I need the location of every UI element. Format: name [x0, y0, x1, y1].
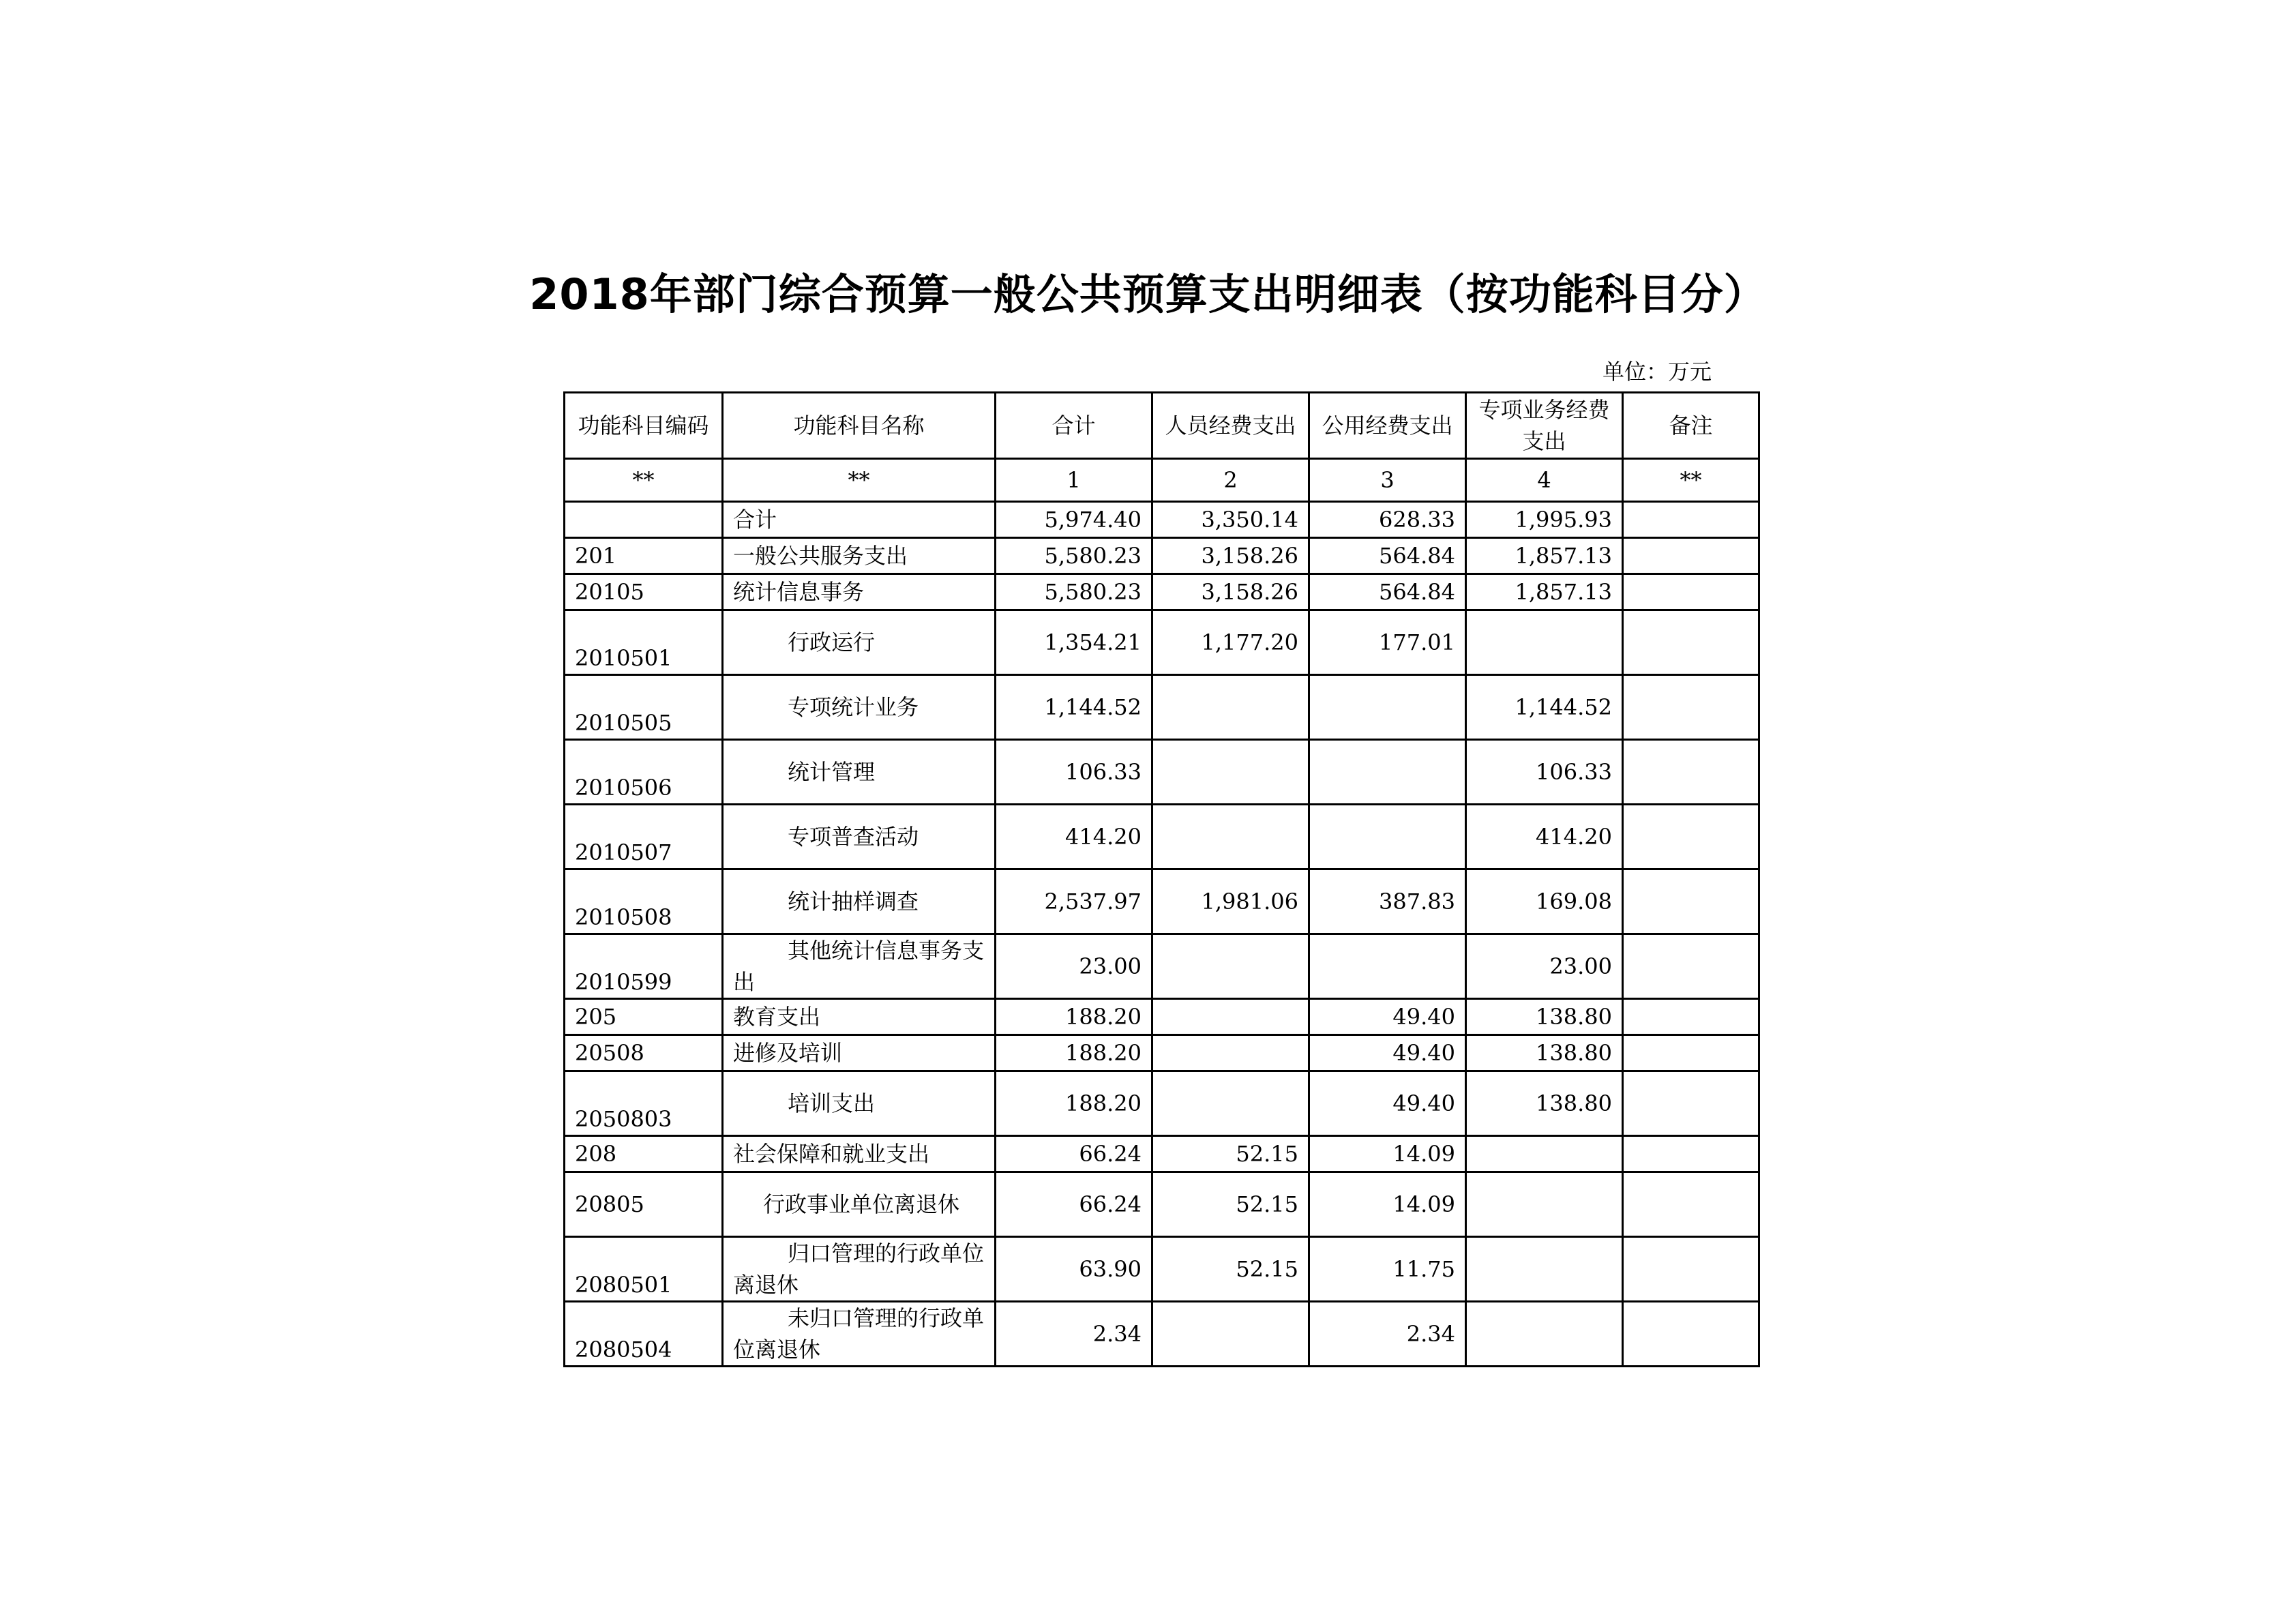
code-cell: 20805 — [565, 1172, 723, 1237]
table-row — [565, 1035, 1759, 1071]
personnel-cell: 1,981.06 — [1152, 869, 1309, 934]
table-row — [565, 610, 1759, 675]
special-cell: 1,144.52 — [1466, 675, 1623, 740]
index-cell: 3 — [1309, 459, 1466, 502]
name-cell: 进修及培训 — [723, 1035, 996, 1071]
personnel-cell — [1152, 1302, 1309, 1367]
personnel-cell: 52.15 — [1152, 1172, 1309, 1237]
public-cell — [1309, 934, 1466, 999]
code-cell: 2010505 — [565, 675, 723, 740]
personnel-cell: 3,158.26 — [1152, 574, 1309, 610]
total-cell: 5,580.23 — [996, 538, 1152, 574]
total-cell: 188.20 — [996, 1071, 1152, 1136]
code-cell: 2010506 — [565, 740, 723, 805]
index-cell: 4 — [1466, 459, 1623, 502]
page-title: 2018年部门综合预算一般公共预算支出明细表（按功能科目分） — [529, 269, 1767, 319]
special-cell — [1466, 610, 1623, 675]
code-cell: 20105 — [565, 574, 723, 610]
public-cell — [1309, 740, 1466, 805]
name-cell: 专项普查活动 — [723, 805, 996, 869]
column-header: 专项业务经费支出 — [1466, 393, 1623, 459]
special-cell — [1466, 1172, 1623, 1237]
public-cell: 564.84 — [1309, 538, 1466, 574]
name-cell: 合计 — [723, 502, 996, 538]
index-cell: ** — [1623, 459, 1759, 502]
public-cell: 49.40 — [1309, 1035, 1466, 1071]
personnel-cell: 3,158.26 — [1152, 538, 1309, 574]
total-cell: 23.00 — [996, 934, 1152, 999]
table-row — [565, 869, 1759, 934]
personnel-cell — [1152, 805, 1309, 869]
public-cell — [1309, 675, 1466, 740]
public-cell — [1309, 805, 1466, 869]
note-cell — [1623, 675, 1759, 740]
public-cell: 2.34 — [1309, 1302, 1466, 1367]
public-cell: 49.40 — [1309, 999, 1466, 1035]
special-cell: 414.20 — [1466, 805, 1623, 869]
column-header: 公用经费支出 — [1309, 393, 1466, 459]
public-cell: 14.09 — [1309, 1136, 1466, 1172]
personnel-cell: 52.15 — [1152, 1136, 1309, 1172]
total-cell: 66.24 — [996, 1172, 1152, 1237]
code-cell: 2080501 — [565, 1237, 723, 1302]
unit-label: 单位：万元 — [1602, 359, 1712, 385]
code-cell: 2010501 — [565, 610, 723, 675]
public-cell: 564.84 — [1309, 574, 1466, 610]
name-cell: 统计信息事务 — [723, 574, 996, 610]
special-cell: 23.00 — [1466, 934, 1623, 999]
code-cell: 205 — [565, 999, 723, 1035]
note-cell — [1623, 610, 1759, 675]
table-row — [565, 1302, 1759, 1367]
column-header: 备注 — [1623, 393, 1759, 459]
budget-table — [563, 391, 1760, 1367]
special-cell: 169.08 — [1466, 869, 1623, 934]
code-cell: 2010507 — [565, 805, 723, 869]
note-cell — [1623, 1136, 1759, 1172]
code-cell: 2080504 — [565, 1302, 723, 1367]
index-row — [565, 459, 1759, 502]
table-row — [565, 934, 1759, 999]
note-cell — [1623, 538, 1759, 574]
code-cell: 2010599 — [565, 934, 723, 999]
name-cell: 社会保障和就业支出 — [723, 1136, 996, 1172]
special-cell: 138.80 — [1466, 1035, 1623, 1071]
public-cell: 177.01 — [1309, 610, 1466, 675]
table-row — [565, 1237, 1759, 1302]
table-header-row — [565, 393, 1759, 459]
table-row — [565, 740, 1759, 805]
table-row — [565, 538, 1759, 574]
table-row — [565, 805, 1759, 869]
note-cell — [1623, 502, 1759, 538]
personnel-cell — [1152, 1035, 1309, 1071]
total-cell: 188.20 — [996, 1035, 1152, 1071]
name-cell: 统计管理 — [723, 740, 996, 805]
name-cell: 行政事业单位离退休 — [723, 1172, 996, 1237]
index-cell: ** — [723, 459, 996, 502]
special-cell: 138.80 — [1466, 1071, 1623, 1136]
table-row — [565, 1071, 1759, 1136]
table-row — [565, 574, 1759, 610]
personnel-cell — [1152, 740, 1309, 805]
public-cell: 49.40 — [1309, 1071, 1466, 1136]
personnel-cell: 52.15 — [1152, 1237, 1309, 1302]
special-cell: 1,857.13 — [1466, 538, 1623, 574]
index-cell: ** — [565, 459, 723, 502]
note-cell — [1623, 574, 1759, 610]
note-cell — [1623, 999, 1759, 1035]
table-row — [565, 675, 1759, 740]
personnel-cell: 1,177.20 — [1152, 610, 1309, 675]
column-header: 合计 — [996, 393, 1152, 459]
column-header: 功能科目名称 — [723, 393, 996, 459]
total-cell: 1,354.21 — [996, 610, 1152, 675]
column-header: 功能科目编码 — [565, 393, 723, 459]
personnel-cell — [1152, 934, 1309, 999]
name-cell: 归口管理的行政单位离退休 — [723, 1237, 996, 1302]
total-cell: 1,144.52 — [996, 675, 1152, 740]
note-cell — [1623, 869, 1759, 934]
name-cell: 行政运行 — [723, 610, 996, 675]
note-cell — [1623, 934, 1759, 999]
table-row — [565, 1172, 1759, 1237]
name-cell: 培训支出 — [723, 1071, 996, 1136]
total-cell: 188.20 — [996, 999, 1152, 1035]
note-cell — [1623, 1172, 1759, 1237]
name-cell: 一般公共服务支出 — [723, 538, 996, 574]
special-cell: 1,857.13 — [1466, 574, 1623, 610]
public-cell: 628.33 — [1309, 502, 1466, 538]
personnel-cell — [1152, 675, 1309, 740]
code-cell — [565, 502, 723, 538]
name-cell: 专项统计业务 — [723, 675, 996, 740]
code-cell: 208 — [565, 1136, 723, 1172]
public-cell: 11.75 — [1309, 1237, 1466, 1302]
code-cell: 2010508 — [565, 869, 723, 934]
note-cell — [1623, 805, 1759, 869]
code-cell: 2050803 — [565, 1071, 723, 1136]
personnel-cell — [1152, 999, 1309, 1035]
name-cell: 教育支出 — [723, 999, 996, 1035]
total-cell: 106.33 — [996, 740, 1152, 805]
total-cell: 63.90 — [996, 1237, 1152, 1302]
note-cell — [1623, 1035, 1759, 1071]
special-cell — [1466, 1302, 1623, 1367]
public-cell: 387.83 — [1309, 869, 1466, 934]
total-cell: 2,537.97 — [996, 869, 1152, 934]
total-cell: 66.24 — [996, 1136, 1152, 1172]
name-cell: 未归口管理的行政单位离退休 — [723, 1302, 996, 1367]
table-row — [565, 502, 1759, 538]
table-row — [565, 999, 1759, 1035]
table-row — [565, 1136, 1759, 1172]
special-cell: 1,995.93 — [1466, 502, 1623, 538]
total-cell: 414.20 — [996, 805, 1152, 869]
special-cell: 138.80 — [1466, 999, 1623, 1035]
personnel-cell: 3,350.14 — [1152, 502, 1309, 538]
note-cell — [1623, 1237, 1759, 1302]
index-cell: 2 — [1152, 459, 1309, 502]
public-cell: 14.09 — [1309, 1172, 1466, 1237]
total-cell: 5,974.40 — [996, 502, 1152, 538]
personnel-cell — [1152, 1071, 1309, 1136]
total-cell: 2.34 — [996, 1302, 1152, 1367]
special-cell: 106.33 — [1466, 740, 1623, 805]
special-cell — [1466, 1136, 1623, 1172]
code-cell: 201 — [565, 538, 723, 574]
total-cell: 5,580.23 — [996, 574, 1152, 610]
note-cell — [1623, 740, 1759, 805]
special-cell — [1466, 1237, 1623, 1302]
note-cell — [1623, 1071, 1759, 1136]
name-cell: 统计抽样调查 — [723, 869, 996, 934]
index-cell: 1 — [996, 459, 1152, 502]
code-cell: 20508 — [565, 1035, 723, 1071]
column-header: 人员经费支出 — [1152, 393, 1309, 459]
name-cell: 其他统计信息事务支出 — [723, 934, 996, 999]
note-cell — [1623, 1302, 1759, 1367]
